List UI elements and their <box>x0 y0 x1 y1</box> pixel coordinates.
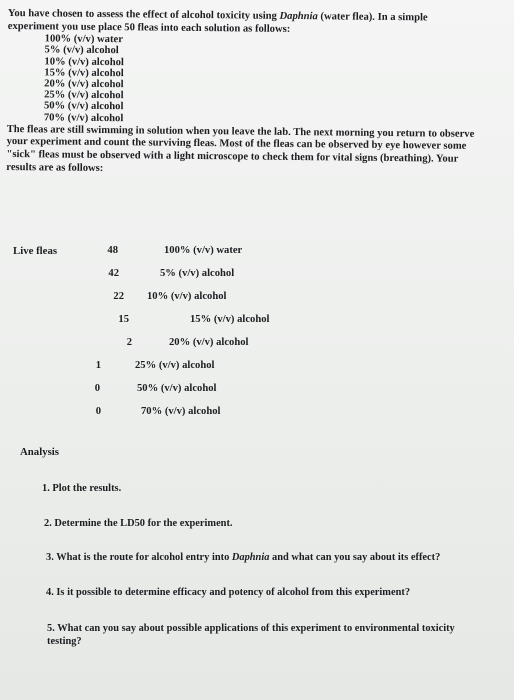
solution-item: 50% (v/v) alcohol <box>43 100 124 113</box>
question-2: 2. Determine the LD50 for the experiment. <box>44 518 233 529</box>
live-count: 48 <box>107 245 118 256</box>
condition-label: 15% (v/v) alcohol <box>190 314 270 325</box>
question-3-part-b: and what can you say about its effect? <box>269 552 441 563</box>
question-3-part-a: 3. What is the route for alcohol entry into <box>46 552 232 563</box>
solution-item: 10% (v/v) alcohol <box>44 55 124 68</box>
condition-label: 25% (v/v) alcohol <box>135 360 215 371</box>
live-count: 22 <box>113 291 124 302</box>
solution-item: 20% (v/v) alcohol <box>44 78 124 91</box>
question-1: 1. Plot the results. <box>42 483 122 494</box>
condition-label: 70% (v/v) alcohol <box>141 406 221 417</box>
species-name: Daphnia <box>279 10 318 23</box>
live-count: 1 <box>95 360 101 371</box>
intro-text-part-b: (water flea). In a simple experiment you use place 50 fleas into each solution as follows: <box>7 11 428 35</box>
solution-item: 70% (v/v) alcohol <box>43 111 124 124</box>
solution-item: 100% (v/v) water <box>44 33 123 46</box>
question-3 <box>46 551 486 564</box>
live-count: 15 <box>118 314 129 325</box>
analysis-heading: Analysis <box>20 446 60 458</box>
question-4: 4. Is it possible to determine efficacy and potency of alcohol from this experiment? <box>46 587 411 598</box>
live-count: 0 <box>94 383 100 394</box>
condition-label: 20% (v/v) alcohol <box>169 337 249 348</box>
live-fleas-label: Live fleas <box>13 245 58 257</box>
intro-text-part-a: You have chosen to assess the effect of alcohol toxicity using <box>7 8 280 22</box>
live-count: 2 <box>126 337 132 348</box>
solution-item: 5% (v/v) alcohol <box>44 44 119 57</box>
live-count: 0 <box>95 406 101 417</box>
species-name: Daphnia <box>231 552 270 563</box>
solution-item: 15% (v/v) alcohol <box>44 67 124 80</box>
question-5: 5. What can you say about possible applications of this experiment to environmental toxicity testing? <box>47 623 455 647</box>
condition-label: 5% (v/v) alcohol <box>160 268 235 279</box>
condition-label: 50% (v/v) alcohol <box>137 383 217 394</box>
condition-label: 100% (v/v) water <box>164 245 243 256</box>
solution-item: 25% (v/v) alcohol <box>44 89 124 102</box>
intro-paragraph-2: The fleas are still swimming in solution when you leave the lab. The next morning you return to observe your experiment and count the surviving fleas. Most of the fleas can be observed by eye however some "sick" fleas must be observed with a light microscope to check them for vital signs (breathing). Your results are as follows: <box>6 123 475 174</box>
live-count: 42 <box>108 268 119 279</box>
condition-label: 10% (v/v) alcohol <box>147 291 227 302</box>
